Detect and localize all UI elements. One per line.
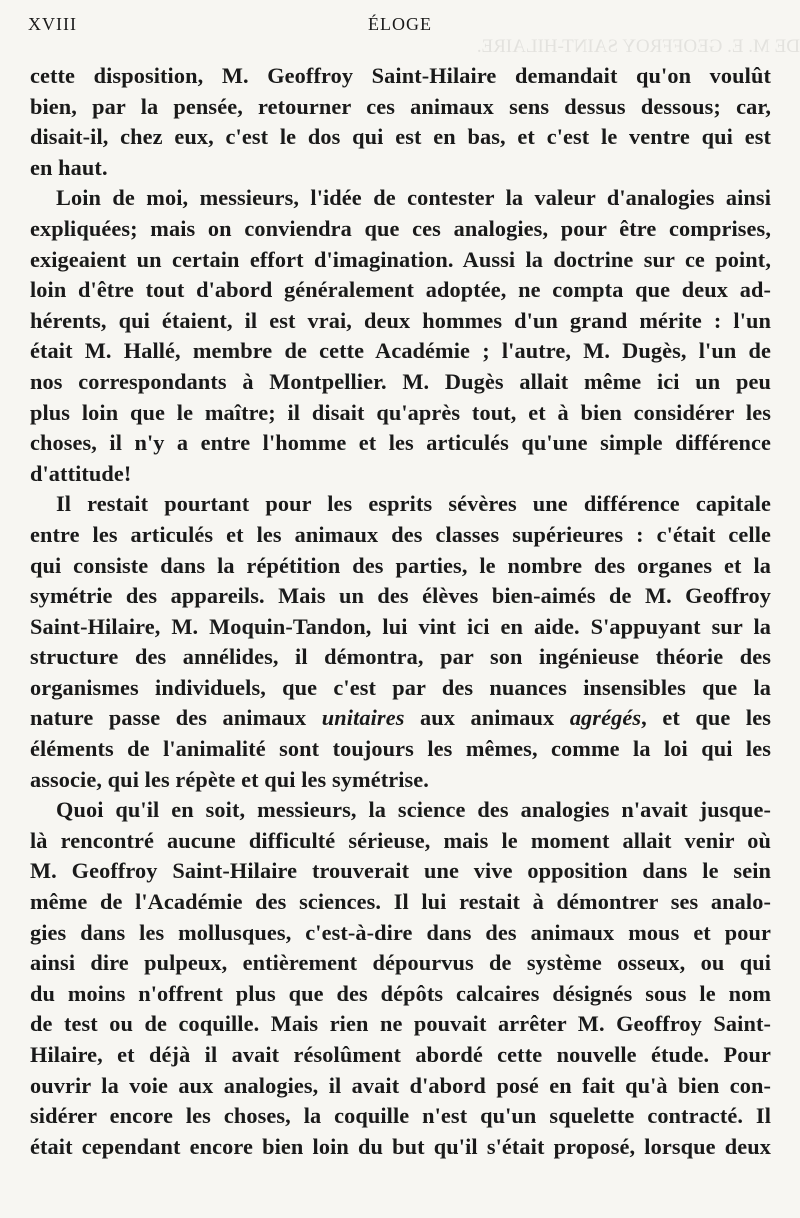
body-text	[30, 61, 771, 1162]
text-line: là rencontré aucune difficulté sérieuse, mais le moment allait venir où	[30, 827, 771, 853]
text-line: Saint-Hilaire, M. Moquin-Tandon, lui vint ici en aide. S'appuyant sur la	[30, 613, 771, 639]
text-line: plus loin que le maître; il disait qu'après tout, et à bien considérer les	[30, 399, 771, 425]
text-line: nos correspondants à Montpellier. M. Dugès allait même ici un peu	[30, 368, 771, 394]
paragraph	[30, 489, 771, 795]
text-line: loin d'être tout d'abord généralement adoptée, ne compta que deux ad-	[30, 277, 771, 303]
text-line: exigeaient un certain effort d'imagination. Aussi la doctrine sur ce point,	[30, 246, 771, 272]
text-line: associe, qui les répète et qui les symétrise.	[30, 766, 429, 792]
text-line: d'attitude!	[30, 460, 132, 486]
text-line: en haut.	[30, 154, 108, 180]
text-line: était M. Hallé, membre de cette Académie ; l'autre, M. Dugès, l'un de	[30, 338, 771, 364]
page-header	[28, 14, 772, 40]
paragraph	[30, 61, 771, 183]
text-line: bien, par la pensée, retourner ces animaux sens dessus dessous; car,	[30, 93, 771, 119]
text-line: Quoi qu'il en soit, messieurs, la science des analogies n'avait jusque-	[56, 797, 771, 823]
paragraph	[30, 183, 771, 489]
page-number: XVIII	[28, 14, 77, 34]
text-line: qui consiste dans la répétition des parties, le nombre des organes et la	[30, 552, 771, 578]
text-line: disait-il, chez eux, c'est le dos qui est en bas, et c'est le ventre qui est	[30, 124, 771, 150]
text-line: Il restait pourtant pour les esprits sévères une différence capitale	[56, 491, 771, 517]
show-through-text: DE M. E. GEOFFROY SAINT-HILAIRE.	[476, 36, 800, 57]
text-line: symétrie des appareils. Mais un des élèves bien-aimés de M. Geoffroy	[30, 583, 771, 609]
text-line: organismes individuels, que c'est par des nuances insensibles que la	[30, 674, 771, 700]
paragraph	[30, 795, 771, 1162]
text-line: était cependant encore bien loin du but qu'il s'était proposé, lorsque deux	[30, 1133, 771, 1159]
text-line: entre les articulés et les animaux des classes supérieures : c'était celle	[30, 521, 771, 547]
text-line: hérents, qui étaient, il est vrai, deux hommes d'un grand mérite : l'un	[30, 307, 771, 333]
text-line: Loin de moi, messieurs, l'idée de contester la valeur d'analogies ainsi	[56, 185, 771, 211]
text-line: choses, il n'y a entre l'homme et les articulés qu'une simple différence	[30, 430, 771, 456]
text-line: sidérer encore les choses, la coquille n'est qu'un squelette contracté. Il	[30, 1103, 771, 1129]
text-line: même de l'Académie des sciences. Il lui restait à démontrer ses analo-	[30, 889, 771, 915]
text-line: de test ou de coquille. Mais rien ne pouvait arrêter M. Geoffroy Saint-	[30, 1011, 771, 1037]
text-line: du moins n'offrent plus que des dépôts calcaires désignés sous le nom	[30, 980, 771, 1006]
text-line: éléments de l'animalité sont toujours les mêmes, comme la loi qui les	[30, 736, 771, 762]
text-line: Hilaire, et déjà il avait résolûment abordé cette nouvelle étude. Pour	[30, 1042, 771, 1067]
text-line: M. Geoffroy Saint-Hilaire trouverait une vive opposition dans le sein	[30, 858, 771, 884]
text-line: gies dans les mollusques, c'est-à-dire dans des animaux mous et pour	[30, 919, 771, 945]
text-line: structure des annélides, il démontra, par son ingénieuse théorie des	[30, 644, 771, 670]
text-line: ouvrir la voie aux analogies, il avait d'abord posé en fait qu'à bien con-	[30, 1072, 771, 1098]
text-line: expliquées; mais on conviendra que ces analogies, pour être comprises,	[30, 215, 771, 241]
running-head: ÉLOGE	[368, 14, 432, 34]
text-line: cette disposition, M. Geoffroy Saint-Hilaire demandait qu'on voulût	[30, 63, 771, 88]
text-line: nature passe des animaux unitaires aux animaux agrégés, et que les	[30, 705, 771, 731]
text-line: ainsi dire pulpeux, entièrement dépourvus de système osseux, ou qui	[30, 950, 771, 976]
